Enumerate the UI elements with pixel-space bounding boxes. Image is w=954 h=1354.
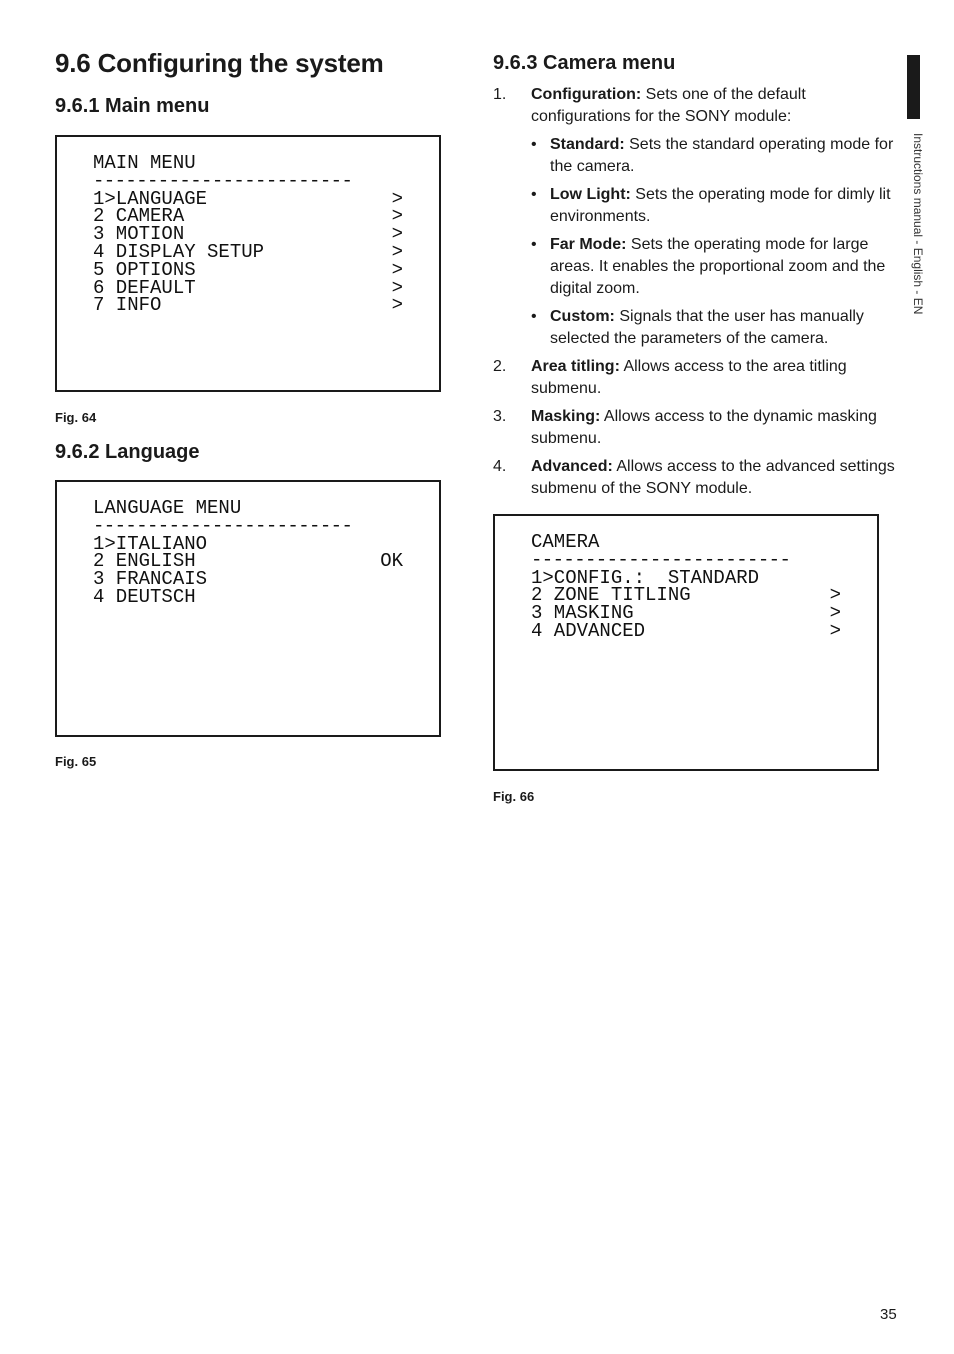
osd-item-arrow: > xyxy=(391,258,403,281)
osd-line xyxy=(93,294,403,317)
list-description: Allows access to the dynamic masking submenu. xyxy=(531,408,877,447)
osd-item-label: 3 MASKING xyxy=(531,602,634,625)
osd-item-label: 4 DISPLAY SETUP xyxy=(93,240,265,263)
list-description: Sets one of the default configurations for the SONY module: xyxy=(531,86,806,125)
osd-item-label: 2 ENGLISH xyxy=(93,550,196,573)
osd-line xyxy=(93,585,403,608)
list-number: 1. xyxy=(493,86,507,103)
osd-title: CAMERA xyxy=(531,531,600,553)
osd-rule: ------------------------ xyxy=(93,517,353,536)
osd-item-label: 2 ZONE TITLING xyxy=(531,584,691,607)
list-text xyxy=(531,406,901,450)
osd-item-arrow: > xyxy=(829,619,841,642)
page-heading: 9.6 Configuring the system xyxy=(55,48,384,78)
bullet-text xyxy=(550,234,900,300)
list-number: 3. xyxy=(493,408,507,425)
figure-caption: Fig. 65 xyxy=(55,754,97,769)
osd-line xyxy=(531,619,841,642)
list-text xyxy=(531,84,901,128)
osd-item-arrow: > xyxy=(391,187,403,210)
camera-menu-osd xyxy=(493,514,879,771)
bullet-text xyxy=(550,306,900,350)
sidebar-label: Instructions manual - English - EN xyxy=(911,133,925,315)
bullet-icon: • xyxy=(531,308,537,325)
osd-item-status: OK xyxy=(380,550,403,573)
bullet-description: Sets the standard operating mode for the camera. xyxy=(550,136,894,175)
bullet-description: Sets the operating mode for large areas. It enables the proportional zoom and the digital zoom. xyxy=(550,236,886,297)
osd-item-arrow: > xyxy=(391,205,403,228)
bullet-icon: • xyxy=(531,236,537,253)
page-number: 35 xyxy=(880,1306,897,1323)
osd-item-label: 1>ITALIANO xyxy=(93,532,208,555)
language-menu-osd xyxy=(55,480,441,737)
osd-item-label: 4 DEUTSCH xyxy=(93,585,196,608)
osd-item-label: 6 DEFAULT xyxy=(93,276,196,299)
osd-item-arrow: > xyxy=(829,584,841,607)
osd-title: LANGUAGE MENU xyxy=(93,497,242,519)
osd-item-arrow: > xyxy=(391,294,403,317)
bullet-term: Low Light: xyxy=(550,186,631,203)
osd-item-arrow: > xyxy=(391,276,403,299)
osd-item-arrow: > xyxy=(391,223,403,246)
list-term: Configuration: xyxy=(531,86,642,103)
list-text xyxy=(531,456,901,500)
bullet-term: Standard: xyxy=(550,136,625,153)
list-text xyxy=(531,356,901,400)
bullet-description: Signals that the user has manually selected the parameters of the camera. xyxy=(550,308,864,347)
list-description: Allows access to the area titling submenu. xyxy=(531,358,847,397)
list-term: Masking: xyxy=(531,408,601,425)
language-heading: 9.6.2 Language xyxy=(55,441,200,463)
osd-rule: ------------------------ xyxy=(531,551,791,570)
camera-menu-heading: 9.6.3 Camera menu xyxy=(493,52,676,74)
figure-caption: Fig. 66 xyxy=(493,789,535,804)
list-number: 4. xyxy=(493,458,507,475)
bullet-term: Custom: xyxy=(550,308,615,325)
bullet-text xyxy=(550,134,900,178)
osd-item-label: 4 ADVANCED xyxy=(531,619,646,642)
main-menu-osd xyxy=(55,135,441,392)
bullet-icon: • xyxy=(531,186,537,203)
list-term: Advanced: xyxy=(531,458,613,475)
osd-item-label: 3 MOTION xyxy=(93,223,185,246)
bullet-icon: • xyxy=(531,136,537,153)
sidebar-marker xyxy=(907,55,920,119)
bullet-text xyxy=(550,184,900,228)
osd-item-label: 7 INFO xyxy=(93,294,162,317)
osd-item-arrow: > xyxy=(391,240,403,263)
list-description: Allows access to the advanced settings submenu of the SONY module. xyxy=(531,458,895,497)
osd-item-label: 1>CONFIG.: STANDARD xyxy=(531,566,760,589)
figure-caption: Fig. 64 xyxy=(55,410,97,425)
list-number: 2. xyxy=(493,358,507,375)
main-menu-heading: 9.6.1 Main menu xyxy=(55,95,210,117)
list-term: Area titling: xyxy=(531,358,620,375)
bullet-term: Far Mode: xyxy=(550,236,627,253)
osd-title: MAIN MENU xyxy=(93,152,196,174)
osd-item-arrow: > xyxy=(829,602,841,625)
osd-item-label: 1>LANGUAGE xyxy=(93,187,208,210)
osd-item-label: 3 FRANCAIS xyxy=(93,568,208,591)
osd-rule: ------------------------ xyxy=(93,172,353,191)
osd-item-label: 2 CAMERA xyxy=(93,205,185,228)
osd-item-label: 5 OPTIONS xyxy=(93,258,196,281)
bullet-description: Sets the operating mode for dimly lit environments. xyxy=(550,186,891,225)
